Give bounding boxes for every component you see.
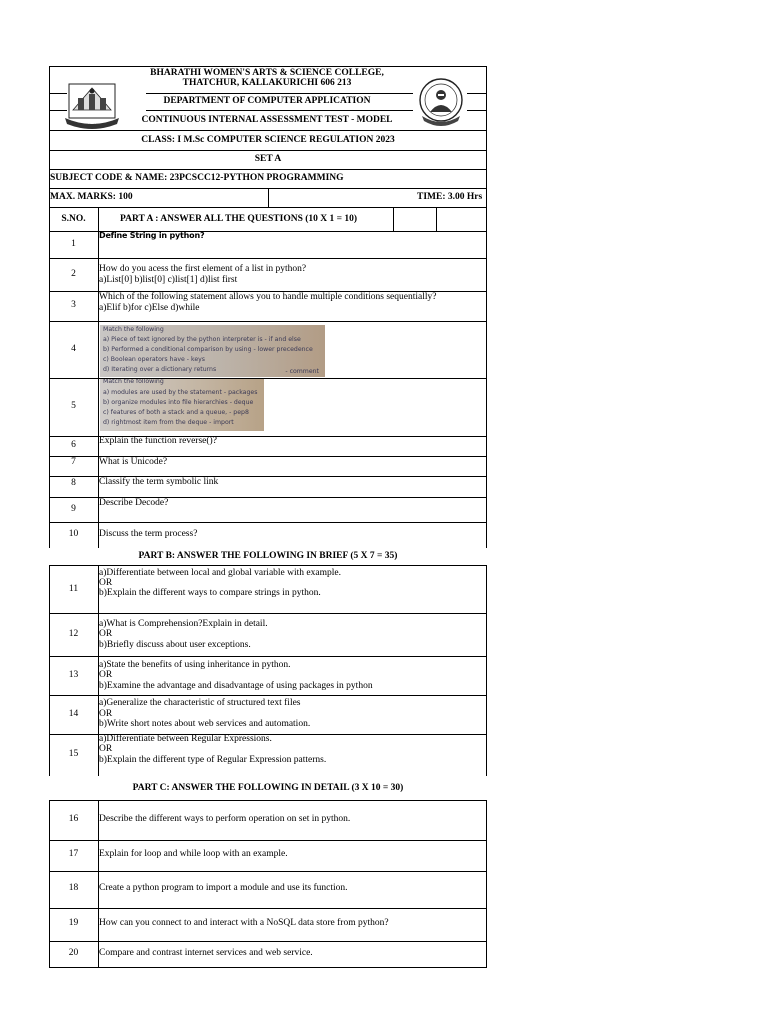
row-rule: [49, 695, 487, 696]
question-text: a)Generalize the characteristic of structured text files: [99, 698, 301, 708]
question-text: How do you acess the first element of a list in python?: [99, 264, 307, 274]
question-number: 4: [71, 344, 76, 354]
rule: [393, 207, 394, 231]
question-text: a)Differentiate between local and global variable with example.: [99, 568, 341, 578]
row-rule: [49, 908, 487, 909]
question-text: Classify the term symbolic link: [99, 477, 219, 487]
time-allowed: TIME: 3.00 Hrs: [417, 192, 483, 202]
question-text: a)Differentiate between Regular Expressions.: [99, 734, 272, 744]
rule: [49, 207, 487, 208]
row-rule: [49, 565, 487, 566]
row-rule: [49, 656, 487, 657]
row-rule: [49, 522, 487, 523]
row-rule: [49, 871, 487, 872]
question-text: b)Write short notes about web services and automation.: [99, 719, 311, 729]
question-text: Which of the following statement allows you to handle multiple conditions sequentially?: [99, 292, 437, 302]
or-label: OR: [99, 578, 113, 588]
question-number: 17: [68, 849, 79, 859]
question-text: Explain the function reverse()?: [99, 436, 217, 446]
founder-portrait-seal-icon: [416, 76, 466, 128]
rule: [467, 110, 487, 111]
rule: [49, 130, 487, 131]
max-marks: MAX. MARKS: 100: [50, 192, 133, 202]
rule: [49, 169, 487, 170]
question-number: 16: [68, 814, 79, 824]
question-number: 19: [68, 918, 79, 928]
question-text: What is Unicode?: [99, 457, 168, 467]
test-title: CONTINUOUS INTERNAL ASSESSMENT TEST - MODEL: [141, 115, 393, 125]
question-text: Define String in python?: [99, 231, 205, 240]
class-line: CLASS: I M.Sc COMPUTER SCIENCE REGULATION 2023: [141, 135, 395, 145]
question-text: Discuss the term process?: [99, 529, 198, 539]
part-a-title: PART A : ANSWER ALL THE QUESTIONS (10 X 1 = 10): [120, 214, 358, 224]
department-name: DEPARTMENT OF COMPUTER APPLICATION: [163, 96, 371, 106]
question-text: Compare and contrast internet services and web service.: [99, 948, 313, 958]
part-c-title: PART C: ANSWER THE FOLLOWING IN DETAIL (3 X 10 = 30): [132, 783, 404, 793]
rule: [268, 188, 269, 207]
or-label: OR: [99, 629, 113, 639]
question-text: Describe the different ways to perform operation on set in python.: [99, 814, 351, 824]
row-rule: [49, 941, 487, 942]
question-number: 10: [68, 529, 79, 539]
question-number: 13: [68, 670, 79, 680]
question-options: a)Elif b)for c)Else d)while: [99, 303, 200, 313]
question-number: 2: [71, 269, 76, 279]
question-number: 7: [71, 457, 76, 467]
subject-line: SUBJECT CODE & NAME: 23PCSCC12-PYTHON PROGRAMMING: [50, 173, 344, 183]
rule: [436, 207, 437, 231]
row-rule: [49, 613, 487, 614]
set-label: SET A: [254, 154, 282, 164]
question-text: a)State the benefits of using inheritance in python.: [99, 660, 291, 670]
row-rule: [49, 321, 487, 322]
question-number: 5: [71, 401, 76, 411]
question-number: 15: [68, 749, 79, 759]
question-text: b)Explain the different ways to compare strings in python.: [99, 588, 321, 598]
sno-header: S.NO.: [61, 214, 86, 224]
question-number: 3: [71, 300, 76, 310]
match-question-photo: Match the following a) modules are used by the statement - packages b) organize modules into file hierarchies - deque c) features of both a stack and a queue, - pep8 d) rightmost item from the deque - import: [100, 379, 264, 431]
rule: [146, 110, 413, 111]
rule: [49, 150, 487, 151]
question-text: b)Examine the advantage and disadvantage of using packages in python: [99, 681, 373, 691]
question-text: Explain for loop and while loop with an example.: [99, 849, 288, 859]
question-number: 6: [71, 440, 76, 450]
rule: [146, 93, 413, 94]
question-number: 12: [68, 629, 79, 639]
question-text: a)What is Comprehension?Explain in detail.: [99, 619, 268, 629]
college-address: THATCHUR, KALLAKURICHI 606 213: [182, 78, 352, 88]
or-label: OR: [99, 744, 113, 754]
question-number: 8: [71, 478, 76, 488]
question-text: Describe Decode?: [99, 498, 169, 508]
question-number: 14: [68, 709, 79, 719]
question-text: b)Briefly discuss about user exceptions.: [99, 640, 251, 650]
match-question-photo: Match the following a) Piece of text ignored by the python interpreter is - if and else b) Performed a conditional comparison by using - lower precedence c) Boolean operators have - keys d) Iterating over a dictionary returns - comment: [100, 325, 325, 377]
college-emblem-icon: [63, 80, 121, 130]
question-options: a)List[0] b)list[0] c)list[1] d)list first: [99, 275, 238, 285]
row-rule: [49, 800, 487, 801]
question-text: b)Explain the different type of Regular Expression patterns.: [99, 755, 327, 765]
row-rule: [49, 258, 487, 259]
rule: [467, 93, 487, 94]
question-number: 20: [68, 948, 79, 958]
question-number: 18: [68, 883, 79, 893]
college-name: BHARATHI WOMEN'S ARTS & SCIENCE COLLEGE,: [150, 68, 384, 78]
question-text: How can you connect to and interact with a NoSQL data store from python?: [99, 918, 389, 928]
question-number: 11: [68, 584, 79, 594]
question-number: 1: [71, 239, 76, 249]
row-rule: [49, 840, 487, 841]
or-label: OR: [99, 670, 113, 680]
question-number: 9: [71, 504, 76, 514]
part-b-title: PART B: ANSWER THE FOLLOWING IN BRIEF (5 X 7 = 35): [138, 551, 398, 561]
or-label: OR: [99, 709, 113, 719]
svg-text:· · · ·: · · · ·: [88, 122, 96, 126]
question-text: Create a python program to import a module and use its function.: [99, 883, 348, 893]
